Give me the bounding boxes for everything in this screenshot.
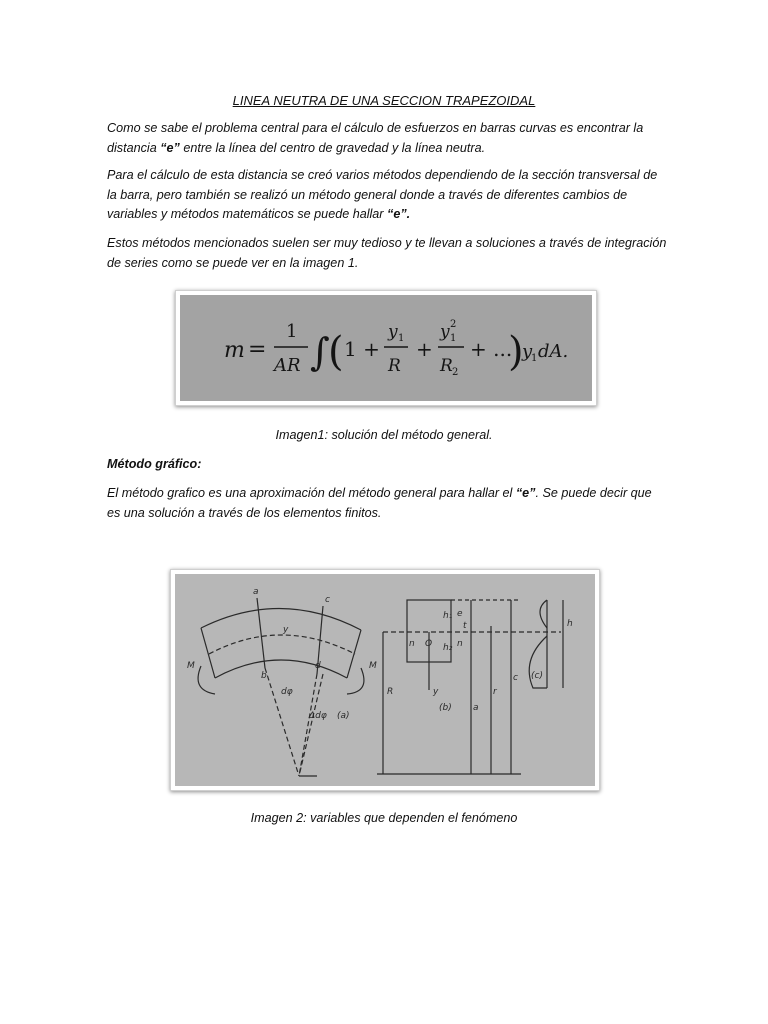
paragraph-1-text-c: entre la línea del centro de gravedad y la línea neutra. [179, 140, 486, 155]
eq-m: m [224, 338, 245, 363]
label-e: e [457, 609, 463, 619]
label-b-paren: (b) [439, 703, 452, 713]
eq-tail-y: y [522, 341, 533, 362]
label-O: O [425, 639, 433, 649]
eq-numerator-1: 1 [286, 321, 298, 342]
label-a: a [253, 587, 259, 597]
label-n-left: n [409, 639, 415, 649]
eq-sup-2: 2 [450, 319, 457, 330]
label-r: r [493, 687, 497, 697]
eq-y1: y [388, 322, 398, 342]
eq-one-plus: 1 + [344, 337, 380, 361]
label-M-right: M [369, 661, 377, 671]
label-h1: h₁ [443, 611, 453, 621]
eq-dA: dA. [538, 341, 569, 362]
paragraph-2 [107, 166, 667, 225]
paragraph-4-text-c: . Se puede decir que es una solución a través de los elementos finitos. [107, 486, 652, 520]
eq-R: R [388, 356, 401, 376]
label-R: R [387, 687, 394, 697]
eq-open-paren: ( [328, 329, 344, 375]
caption-2: Imagen 2: variables que dependen el fenómeno [250, 811, 518, 825]
eq-denominator-AR: AR [274, 355, 301, 376]
paragraph-4-bold-e: “e” [515, 486, 536, 500]
label-M-left: M [187, 661, 195, 671]
paragraph-2-bold-e: “e”. [387, 207, 411, 221]
label-n-right: n [457, 639, 463, 649]
label-c-dim: c [513, 673, 518, 683]
figure-1-equation [175, 290, 597, 406]
label-dphi: dφ [281, 687, 293, 697]
caption-1: Imagen1: solución del método general. [275, 428, 493, 442]
eq-R2-sub: 2 [452, 367, 459, 378]
label-a-paren: (a) [337, 711, 350, 721]
paragraph-1 [107, 119, 667, 158]
label-a-dim: a [473, 703, 479, 713]
label-y: y [433, 687, 439, 697]
eq-tail-sub: 1 [531, 353, 538, 364]
eq-integral: ∫ [310, 330, 330, 374]
equation-image [176, 291, 596, 405]
diagram-image [171, 570, 599, 790]
paragraph-3: Estos métodos mencionados suelen ser muy tedioso y te llevan a soluciones a través de integración de series como se puede ver en la imagen 1. [107, 236, 667, 270]
label-c-paren: (c) [531, 671, 543, 681]
label-ddphi: Δdφ [309, 711, 327, 721]
section-heading-metodo-grafico: Método gráfico: [107, 457, 202, 471]
eq-dots: + ... [470, 337, 513, 361]
label-b: b [261, 671, 267, 681]
paragraph-4-text-a: El método grafico es una aproximación del método general para hallar el [107, 486, 516, 500]
eq-y1sq-sub: 1 [450, 333, 457, 344]
eq-equals: = [248, 337, 267, 362]
document-title: LINEA NEUTRA DE UNA SECCION TRAPEZOIDAL [232, 93, 536, 108]
label-c: c [325, 595, 330, 605]
eq-plus: + [416, 337, 433, 361]
label-h: h [567, 619, 573, 629]
paragraph-4 [107, 484, 667, 523]
label-d: d [315, 661, 321, 671]
eq-y1-squared: y [440, 322, 450, 342]
figure-2-diagram [170, 569, 600, 791]
label-y-top: y [283, 625, 289, 635]
eq-close-paren: ) [508, 329, 524, 375]
label-t: t [463, 621, 467, 631]
paragraph-1-text-a: Como se sabe el problema central para el cálculo de esfuerzos en barras curvas es encontrar la distancia [107, 121, 644, 155]
label-h2: h₂ [443, 643, 453, 653]
eq-R2: R [440, 356, 453, 376]
paragraph-2-text-a: Para el cálculo de esta distancia se creó varios métodos dependiendo de la sección transversal de la barra, pero también se realizó un método general donde a través de diferentes cambios de variables y métodos matemáticos se puede hallar [107, 168, 658, 221]
paragraph-1-bold-e: “e” [160, 140, 180, 155]
eq-y1-sub: 1 [398, 333, 405, 344]
